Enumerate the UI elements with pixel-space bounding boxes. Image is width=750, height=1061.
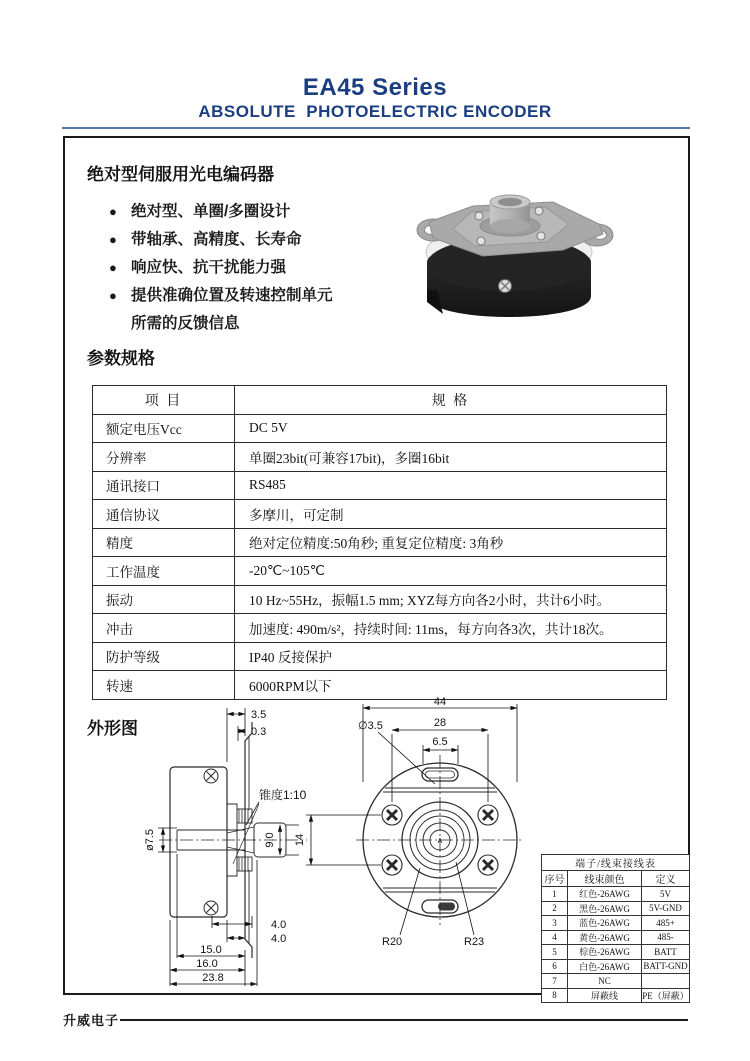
feature-bullet	[109, 282, 409, 310]
spec-item-cell: 通信协议	[93, 500, 235, 529]
spec-item-cell: 通讯接口	[93, 471, 235, 500]
wiring-header-cell: 序号	[542, 871, 568, 887]
wiring-row	[542, 988, 690, 1003]
svg-text:R23: R23	[464, 936, 485, 948]
svg-text:A: A	[437, 838, 443, 845]
wiring-signal-cell: BATT-GND	[642, 959, 690, 974]
spec-item-cell: 转速	[93, 671, 235, 700]
wiring-header-cell: 线束颜色	[568, 871, 642, 887]
wiring-header-row	[542, 871, 690, 887]
wiring-signal-cell: PE（屏蔽）	[642, 988, 690, 1003]
wiring-header-cell: 定义	[642, 871, 690, 887]
wiring-row	[542, 974, 690, 989]
content-frame	[63, 136, 690, 1001]
wiring-color-cell: 白色-26AWG	[568, 959, 642, 974]
spec-col-item: 项 目	[93, 386, 235, 415]
svg-text:16.0: 16.0	[196, 958, 218, 970]
spec-item-cell: 分辨率	[93, 443, 235, 472]
wiring-table-title: 端子/线束接线表	[542, 855, 690, 871]
wiring-row	[542, 959, 690, 974]
bullet-text: 响应快、抗干扰能力强	[131, 259, 287, 276]
svg-text:0.3: 0.3	[251, 726, 267, 738]
spec-table-row	[93, 414, 667, 443]
feature-bullet	[109, 198, 409, 226]
specs-heading: 参数规格	[87, 349, 155, 368]
wiring-row	[542, 901, 690, 916]
spec-item-cell: 工作温度	[93, 557, 235, 586]
spec-item-cell: 额定电压Vcc	[93, 414, 235, 443]
spec-item-cell: 精度	[93, 528, 235, 557]
feature-bullet	[109, 310, 409, 338]
spec-table-header-row	[93, 386, 667, 415]
wiring-index-cell: 3	[542, 916, 568, 931]
wiring-title-row	[542, 855, 690, 871]
product-photo	[413, 190, 619, 342]
wiring-color-cell: 红色-26AWG	[568, 887, 642, 902]
intro-heading: 绝对型伺服用光电编码器	[87, 165, 274, 184]
wiring-color-cell: 屏蔽线	[568, 988, 642, 1003]
bullet-icon: ●	[109, 288, 117, 303]
bullet-icon: ●	[109, 204, 117, 219]
outline-heading: 外形图	[87, 719, 138, 738]
wiring-color-cell: 蓝色-26AWG	[568, 916, 642, 931]
feature-bullet	[109, 254, 409, 282]
page-title: EA45 Series	[302, 74, 448, 101]
svg-text:ø7.5: ø7.5	[144, 828, 156, 852]
bullet-text: 带轴承、高精度、长寿命	[131, 231, 302, 248]
svg-text:锥度1:10: 锥度1:10	[259, 788, 307, 802]
wiring-index-cell: 1	[542, 887, 568, 902]
spec-table-row	[93, 471, 667, 500]
footer-rule	[120, 1019, 688, 1021]
wiring-signal-cell: 5V	[642, 887, 690, 902]
wiring-signal-cell: 5V-GND	[642, 901, 690, 916]
spec-value-cell: -20℃~105℃	[235, 557, 667, 586]
wiring-row	[542, 945, 690, 960]
spec-value-cell: IP40 反接保护	[235, 642, 667, 671]
svg-text:4.0: 4.0	[271, 919, 287, 931]
spec-table-row	[93, 500, 667, 529]
spec-item-cell: 冲击	[93, 614, 235, 643]
bullet-icon: ●	[109, 232, 117, 247]
header-rule	[62, 127, 690, 129]
svg-text:14: 14	[294, 833, 306, 847]
bullet-icon: ●	[109, 260, 117, 275]
wiring-row	[542, 916, 690, 931]
spec-col-spec: 规 格	[235, 386, 667, 415]
svg-text:15.0: 15.0	[200, 944, 222, 956]
svg-text:44: 44	[433, 696, 447, 708]
spec-table-row	[93, 528, 667, 557]
bullet-text: 提供准确位置及转速控制单元	[131, 287, 333, 304]
spec-value-cell: 10 Hz~55Hz，振幅1.5 mm; XYZ每方向各2小时，共计6小时。	[235, 585, 667, 614]
svg-text:4.0: 4.0	[271, 933, 287, 945]
spec-value-cell: 加速度: 490m/s²，持续时间: 11ms，每方向各3次，共计18次。	[235, 614, 667, 643]
svg-text:9.0: 9.0	[264, 832, 276, 848]
svg-text:R20: R20	[382, 936, 403, 948]
spec-value-cell: 单圈23bit(可兼容17bit)，多圈16bit	[235, 443, 667, 472]
wiring-signal-cell: 485-	[642, 930, 690, 945]
wiring-signal-cell	[642, 974, 690, 989]
bullet-icon	[109, 310, 131, 338]
feature-bullet	[109, 226, 409, 254]
svg-text:23.8: 23.8	[202, 972, 224, 984]
bullet-text: 绝对型、单圈/多圈设计	[131, 203, 291, 220]
page-subtitle: ABSOLUTE PHOTOELECTRIC ENCODER	[198, 102, 552, 121]
bullet-text: 所需的反馈信息	[131, 315, 240, 332]
spec-table-row	[93, 443, 667, 472]
svg-text:28: 28	[433, 717, 447, 729]
svg-text:∅3.5: ∅3.5	[358, 720, 383, 732]
spec-table-row	[93, 614, 667, 643]
wiring-index-cell: 2	[542, 901, 568, 916]
wiring-index-cell: 4	[542, 930, 568, 945]
spec-item-cell: 振动	[93, 585, 235, 614]
svg-text:3.5: 3.5	[251, 709, 267, 721]
wiring-table	[541, 854, 690, 1003]
spec-table	[92, 385, 667, 700]
wiring-color-cell: 棕色-26AWG	[568, 945, 642, 960]
wiring-index-cell: 5	[542, 945, 568, 960]
wiring-signal-cell: 485+	[642, 916, 690, 931]
wiring-row	[542, 930, 690, 945]
spec-value-cell: RS485	[235, 471, 667, 500]
svg-text:6.5: 6.5	[432, 736, 448, 748]
wiring-index-cell: 8	[542, 988, 568, 1003]
spec-table-row	[93, 642, 667, 671]
spec-value-cell: 绝对定位精度:50角秒; 重复定位精度: 3角秒	[235, 528, 667, 557]
wiring-color-cell: 黑色-26AWG	[568, 901, 642, 916]
side-view-dim-labels	[144, 709, 307, 984]
wiring-color-cell: NC	[568, 974, 642, 989]
spec-value-cell: 6000RPM以下	[235, 671, 667, 700]
feature-bullet-list	[109, 198, 409, 338]
wiring-row	[542, 887, 690, 902]
wiring-color-cell: 黄色-26AWG	[568, 930, 642, 945]
wiring-index-cell: 6	[542, 959, 568, 974]
spec-value-cell: DC 5V	[235, 414, 667, 443]
wiring-signal-cell: BATT	[642, 945, 690, 960]
spec-item-cell: 防护等级	[93, 642, 235, 671]
wiring-index-cell: 7	[542, 974, 568, 989]
spec-value-cell: 多摩川，可定制	[235, 500, 667, 529]
footer-brand: 升威电子	[63, 1013, 120, 1028]
spec-table-row	[93, 585, 667, 614]
spec-table-row	[93, 557, 667, 586]
